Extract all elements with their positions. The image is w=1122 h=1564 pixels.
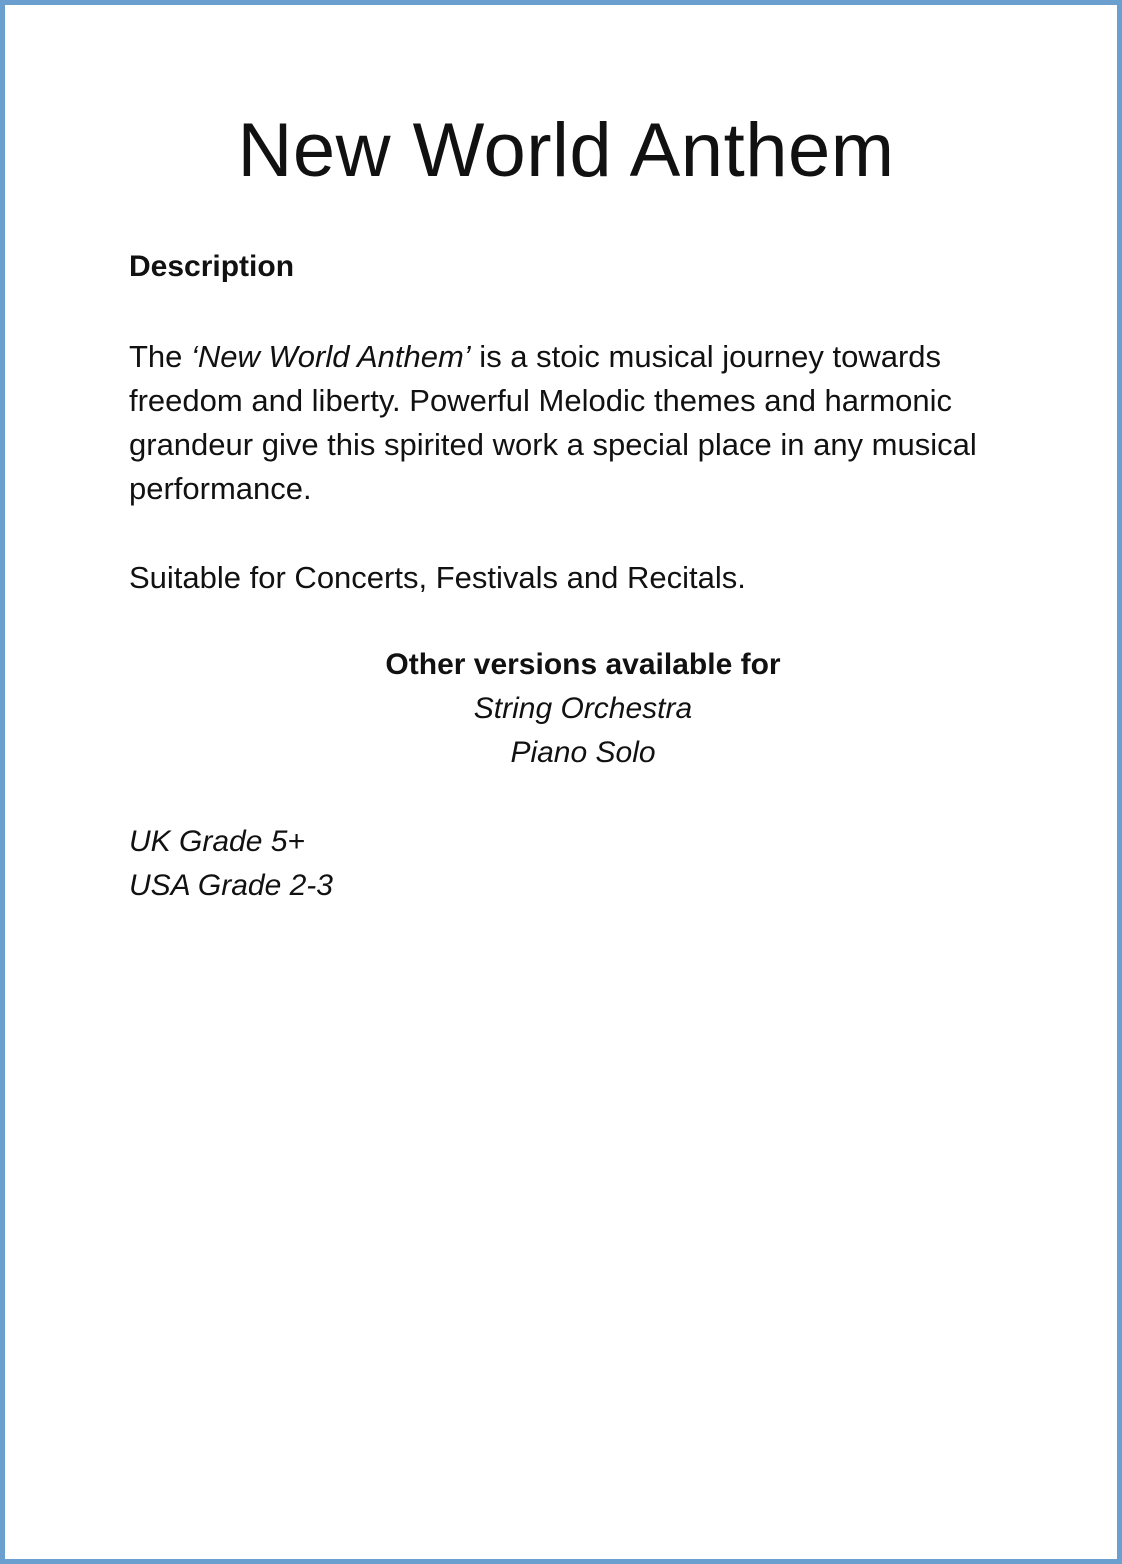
suitability-text: Suitable for Concerts, Festivals and Recitals. (129, 560, 746, 595)
description-suffix: is a stoic musical journey towards freedom and liberty. Powerful Melodic themes and harmonic grandeur give this spirited work a special place in any musical performance. (129, 339, 977, 506)
description-paragraph (129, 335, 1049, 511)
other-versions-heading: Other versions available for (385, 648, 781, 681)
other-versions-block (5, 643, 1122, 775)
grades-block (129, 820, 333, 908)
grade-usa: USA Grade 2-3 (129, 869, 333, 902)
description-prefix: The (129, 339, 192, 374)
version-item: String Orchestra (473, 692, 693, 725)
description-heading: Description (129, 250, 295, 283)
version-item: Piano Solo (510, 736, 656, 769)
grade-uk: UK Grade 5+ (129, 825, 305, 858)
description-italic-title: ‘New World Anthem’ (191, 339, 471, 374)
page-title: New World Anthem (237, 108, 895, 193)
